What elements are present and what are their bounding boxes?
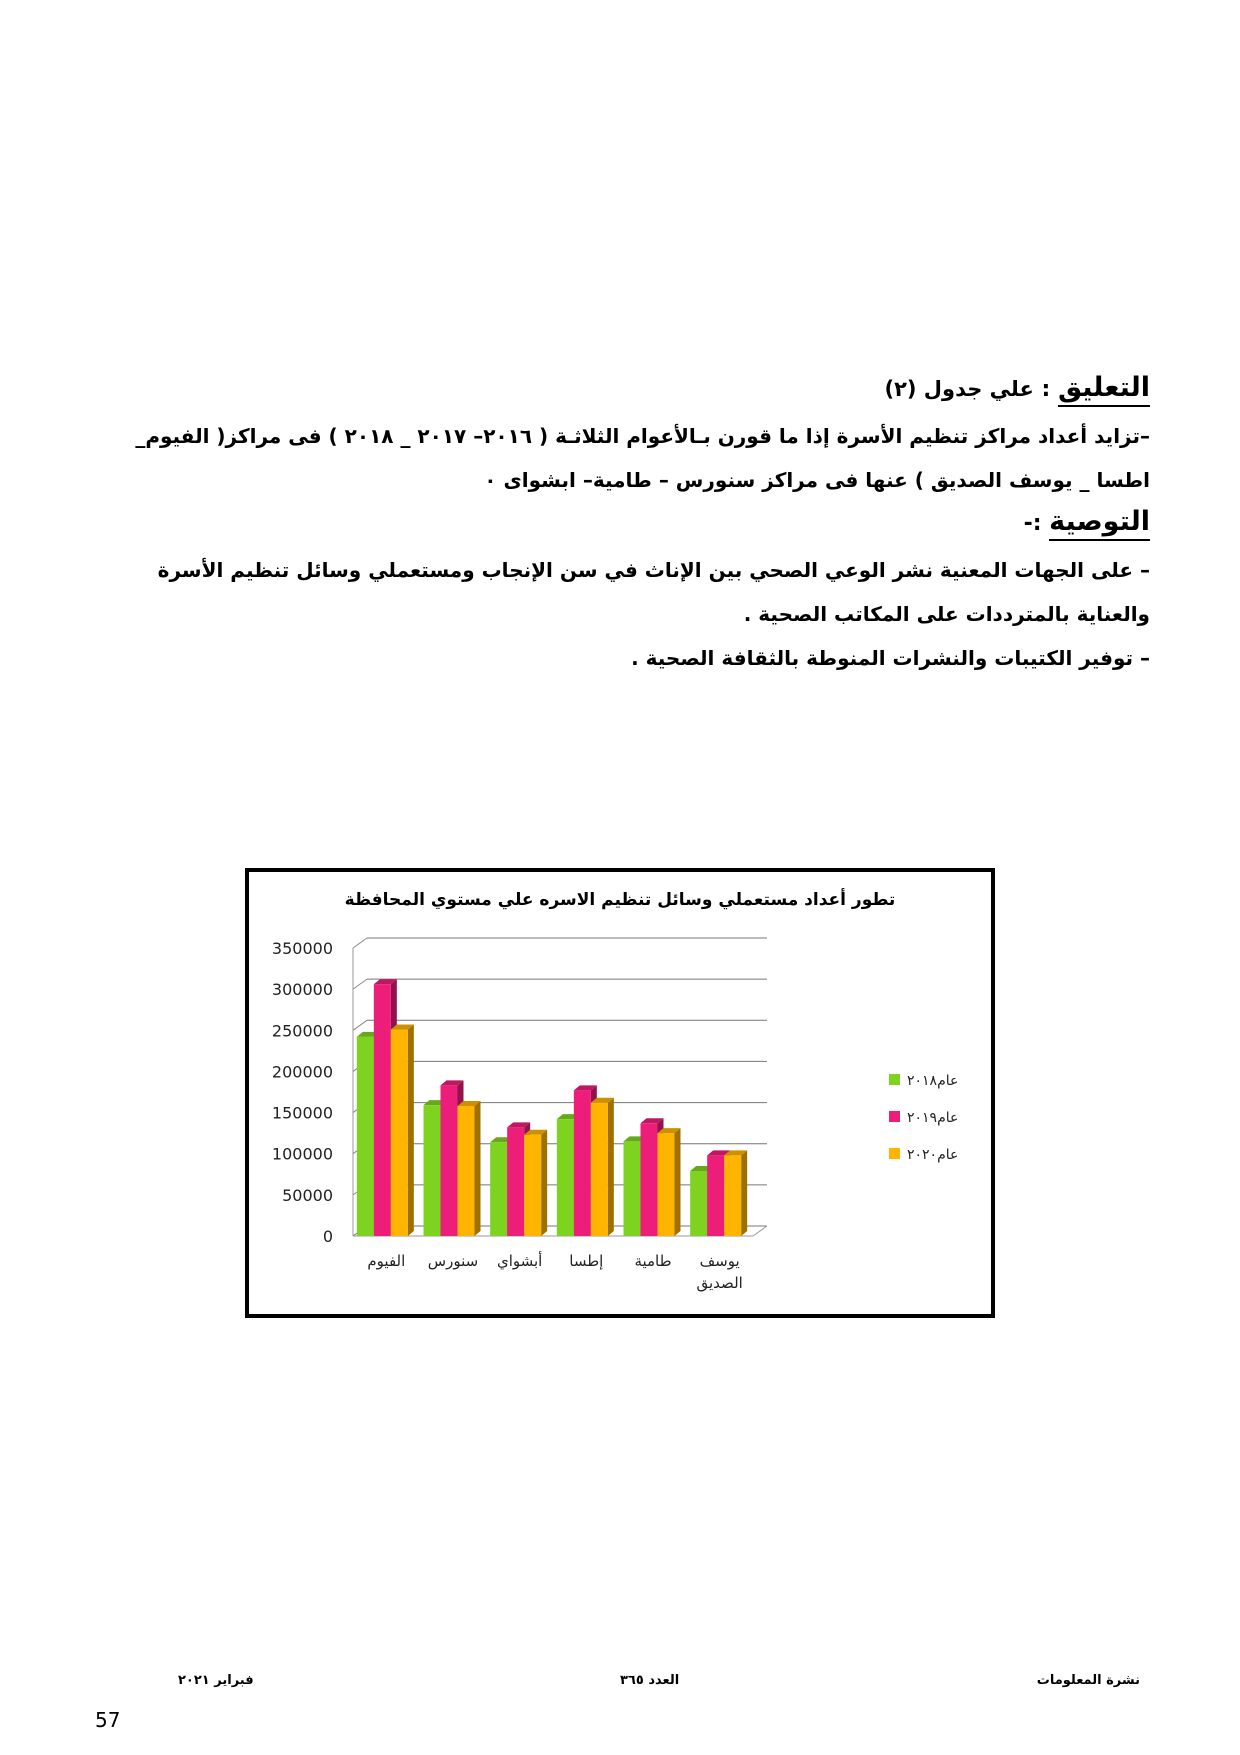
recommendation-heading	[80, 506, 1150, 542]
chart-title: تطور أعداد مستعملي وسائل تنظيم الاسره علي مستوي المحافظة	[344, 890, 896, 910]
bar-3-0	[557, 1119, 574, 1236]
chart-frame	[245, 868, 995, 1318]
footer-date: فبراير ٢٠٢١	[178, 1673, 254, 1688]
y-tick-label: 350000	[271, 939, 333, 958]
floor-right-edge	[753, 1226, 767, 1236]
gridline-side	[353, 938, 367, 948]
page-number: 57	[95, 1708, 121, 1732]
bar-4-0	[624, 1141, 641, 1236]
recommendation-heading-main: التوصية	[1049, 506, 1150, 541]
y-tick-label: 250000	[271, 1021, 333, 1041]
bar-1-2	[458, 1106, 475, 1236]
recommendation-line-1: – على الجهات المعنية نشر الوعي الصحي بين الإناث في سن الإنجاب ومستعملي وسائل تنظيم الأسرة	[157, 558, 1150, 582]
comment-heading	[80, 372, 1150, 408]
comment-paragraph-line-1: –تزايد أعداد مراكز تنظيم الأسرة إذا ما قورن بـالأعوام الثلاثـة ( ٢٠١٦– ٢٠١٧ _ ٢٠١٨ ) فى مراكز( الفيوم_	[135, 424, 1150, 448]
comment-heading-sub: علي جدول (٢)	[884, 377, 1034, 401]
legend-swatch-1	[889, 1111, 900, 1122]
bar-5-2	[724, 1155, 741, 1236]
comment-paragraph-line-2: اطسا _ يوسف الصديق ) عنها فى مراكز سنورس – طامية– ابشواى ٠	[484, 468, 1150, 492]
x-tick-label: يوسف	[699, 1252, 740, 1270]
bar-2-2	[524, 1135, 541, 1236]
bar-side-1-2	[475, 1101, 481, 1236]
x-tick-label: إطسا	[569, 1252, 604, 1270]
bar-side-3-2	[608, 1098, 614, 1236]
bar-1-0	[424, 1105, 441, 1236]
bar-5-1	[707, 1155, 724, 1236]
bar-4-1	[641, 1123, 658, 1236]
bar-side-0-2	[408, 1024, 414, 1236]
x-tick-label: سنورس	[427, 1252, 479, 1270]
bar-3-2	[591, 1103, 608, 1236]
recommendation-line-2: والعناية بالمترددات على المكاتب الصحية .	[743, 602, 1150, 626]
legend-label: عام٢٠٢٠	[907, 1147, 959, 1163]
page-text	[80, 372, 1150, 680]
y-tick-label: 0	[322, 1227, 333, 1246]
comment-heading-main: التعليق	[1058, 372, 1150, 407]
x-tick-label: الفيوم	[367, 1252, 406, 1270]
recommendation-line-3: – توفير الكتيبات والنشرات المنوطة بالثقافة الصحية .	[631, 646, 1150, 670]
bar-1-1	[441, 1085, 458, 1236]
bar-0-2	[391, 1029, 408, 1236]
y-tick-label: 300000	[271, 980, 333, 1000]
bar-chart	[249, 872, 991, 1314]
gridline-side	[353, 1020, 367, 1030]
bar-side-4-2	[675, 1128, 681, 1236]
recommendation-heading-sep: :-	[1023, 511, 1050, 536]
bar-side-5-2	[741, 1150, 747, 1236]
legend-swatch-2	[889, 1148, 900, 1159]
footer-publication: نشرة المعلومات	[1036, 1673, 1140, 1688]
x-tick-label: طامية	[634, 1252, 672, 1270]
legend-label: عام٢٠١٨	[907, 1073, 959, 1089]
y-tick-label: 100000	[271, 1144, 333, 1164]
y-tick-label: 50000	[282, 1185, 333, 1205]
legend-label: عام٢٠١٩	[907, 1110, 959, 1126]
legend-swatch-0	[889, 1074, 900, 1085]
comment-heading-sep: :	[1033, 377, 1058, 402]
bar-side-2-2	[541, 1130, 547, 1236]
x-tick-label: أبشواي	[496, 1252, 543, 1270]
bar-2-1	[507, 1127, 524, 1236]
y-tick-label: 150000	[271, 1103, 333, 1123]
bar-0-1	[374, 984, 391, 1236]
bar-5-0	[690, 1171, 707, 1236]
bar-3-1	[574, 1090, 591, 1236]
bar-2-0	[490, 1142, 507, 1236]
footer-issue: العدد ٣٦٥	[620, 1673, 680, 1688]
bar-0-0	[357, 1037, 374, 1236]
gridline-side	[353, 979, 367, 989]
x-tick-label: الصديق	[696, 1274, 743, 1292]
y-tick-label: 200000	[271, 1062, 333, 1082]
bar-4-2	[658, 1133, 675, 1236]
